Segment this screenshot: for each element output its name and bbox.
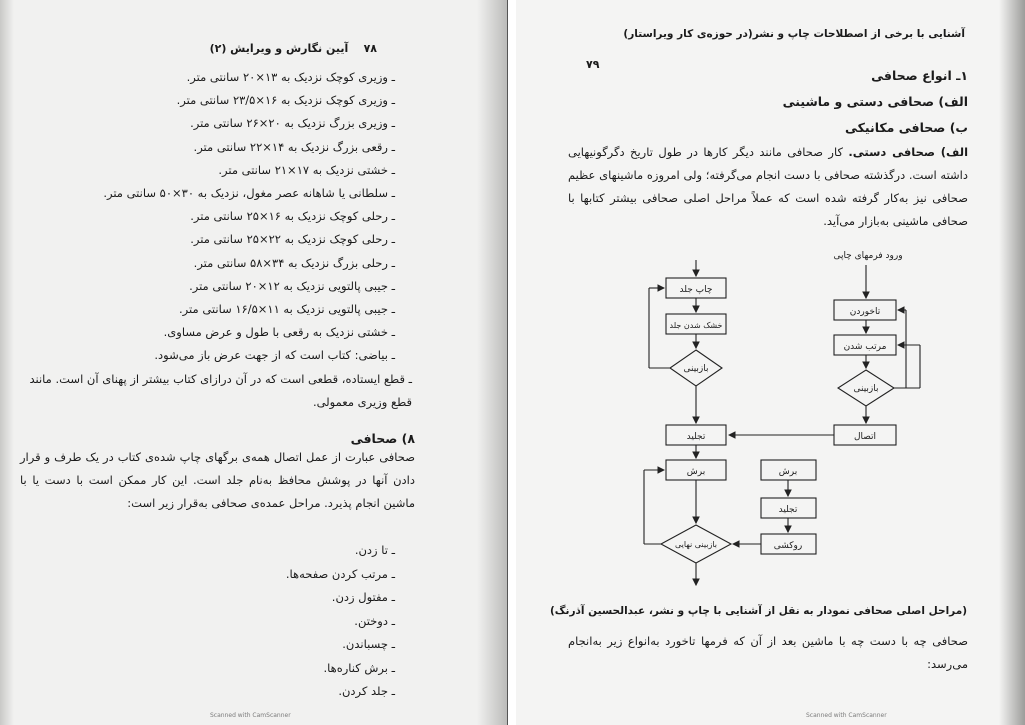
flow-label-ettesal: اتصال (853, 432, 877, 442)
step-item: ـ دوختن. (354, 613, 395, 628)
paragraph-1 (568, 141, 968, 233)
list-item: ـ سلطانی یا شاهانه عصر مغول، نزدیک به ۳۰×۵۰ سانتی متر. (103, 186, 395, 200)
flow-label-bazbini-1: بازبینی (853, 384, 879, 394)
right-page-number: ۷۹ (586, 58, 600, 71)
section-heading: ۸) صحافی (350, 431, 415, 446)
list-item: ـ رحلی کوچک نزدیک به ۱۶×۲۵ سانتی متر. (190, 209, 395, 224)
binding-flowchart (516, 240, 1025, 600)
list-item: ـ جیبی پالتویی نزدیک به ۱۱×۱۶/۵ سانتی متر. (179, 302, 395, 316)
page-edge-shadow (0, 0, 14, 725)
left-running-head-text: آیین نگارش و ویرایش (۲) (209, 42, 349, 55)
paragraph-2: صحافی چه با دست چه با ماشین بعد از آن که فرمها تاخورد به‌انواع زیر به‌انجام می‌رسد: (568, 634, 968, 671)
left-running-head (210, 42, 377, 55)
step-item: ـ چسباندن. (342, 637, 395, 651)
list-item: ـ بیاضی: کتاب است که از جهت عرض باز می‌شود. (154, 348, 395, 363)
right-running-head: آشنایی با برخی از اصطلاحات چاپ و نشر(در حوزه‌ی کار ویراستار) (623, 28, 965, 40)
flow-label-bors-1: برش (686, 467, 706, 477)
scanner-note: Scanned with CamScanner (210, 712, 291, 719)
right-page (516, 0, 1025, 725)
figure-caption: (مراحل اصلی صحافی نمودار به نقل از آشنایی با چاپ و نشر، عبدالحسین آذرنگ) (549, 605, 967, 617)
left-page-number: ۷۸ (363, 42, 377, 55)
step-item: ـ برش کناره‌ها. (323, 660, 395, 675)
list-item: ـ جیبی پالتویی نزدیک به ۱۲×۲۰ سانتی متر. (189, 278, 395, 293)
list-item: ـ قطع ایستاده، قطعی است که در آن درازای کتاب بیشتر از پهنای آن است. مانند (29, 371, 412, 386)
step-item: ـ مفتول زدن. (331, 590, 395, 604)
flow-input-label: ورود فرمهای چاپی (833, 251, 903, 261)
list-item: ـ وزیری کوچک نزدیک به ۱۳×۲۰ سانتی متر. (186, 70, 395, 84)
scanner-note: Scanned with CamScanner (806, 712, 887, 719)
paragraph-1-lead: الف) صحافی دستی. (848, 145, 969, 159)
gutter-shadow (477, 0, 507, 725)
heading-b: ب) صحافی مکانیکی (844, 120, 968, 135)
step-item: ـ تا زدن. (354, 543, 395, 557)
heading-1: ۱ـ انواع صحافی (871, 68, 968, 83)
flow-label-chap-jeld: چاپ جلد (679, 285, 713, 295)
list-item: ـ وزیری بزرگ نزدیک به ۲۰×۲۶ سانتی متر. (190, 116, 395, 131)
list-item: ـ وزیری کوچک نزدیک به ۱۶×۲۳/۵ سانتی متر. (176, 93, 395, 108)
heading-a: الف) صحافی دستی و ماشینی (782, 94, 968, 109)
flow-label-tajlid-1: تجلید (686, 432, 706, 442)
flow-label-morattab: مرتب شدن (843, 342, 887, 352)
flow-label-rukeshi: روکشی (773, 541, 803, 551)
section-paragraph: صحافی عبارت از عمل اتصال همه‌ی برگهای چاپ شده‌ی کتاب در یک طرف و قرار دادن آنها در پوشش محافظ به‌نام جلد است. این کار ممکن است با دست یا با ماشین انجام پذیرد. مراحل عمده‌ی صحافی به‌قرار زیر است: (20, 450, 415, 510)
paragraph-1-body: کار صحافی مانند دیگر کارها در طول تاریخ دگرگونیهایی داشته است. درگذشته صحافی با دست انجام می‌گرفته؛ ولی امروزه ماشینهای عظیم صحافی نیز به‌کار گرفته شده است که عملاً مراحل اصلی صحافی بیشتر کتابها با صحافی ماشینی به‌بازار می‌آید. (568, 145, 968, 228)
flow-label-bors-2: برش (778, 467, 798, 477)
step-item: ـ جلد کردن. (338, 684, 395, 698)
flow-label-tahordan: تاخوردن (849, 307, 881, 317)
list-item: ـ خشتی نزدیک به ۱۷×۲۱ سانتی متر. (218, 162, 395, 177)
page-gutter (508, 0, 516, 725)
list-item: ـ رحلی بزرگ نزدیک به ۳۴×۵۸ سانتی متر. (193, 255, 395, 270)
left-page (0, 0, 508, 725)
flow-label-bazbini-final: بازبینی نهایی (674, 540, 718, 549)
flow-label-khoshk: خشک شدن جلد (669, 321, 723, 330)
list-item: ـ رقعی بزرگ نزدیک به ۱۴×۲۲ سانتی متر. (193, 139, 395, 154)
flow-label-tajlid-2: تجلید (778, 505, 798, 515)
list-item: ـ خشتی نزدیک به رقعی با طول و عرض مساوی. (163, 325, 395, 340)
flow-label-bazbini-2: بازبینی (683, 364, 709, 374)
list-item: قطع وزیری معمولی. (312, 394, 412, 409)
step-item: ـ مرتب کردن صفحه‌ها. (285, 566, 395, 581)
list-item: ـ رحلی کوچک نزدیک به ۲۲×۲۵ سانتی متر. (190, 232, 395, 247)
